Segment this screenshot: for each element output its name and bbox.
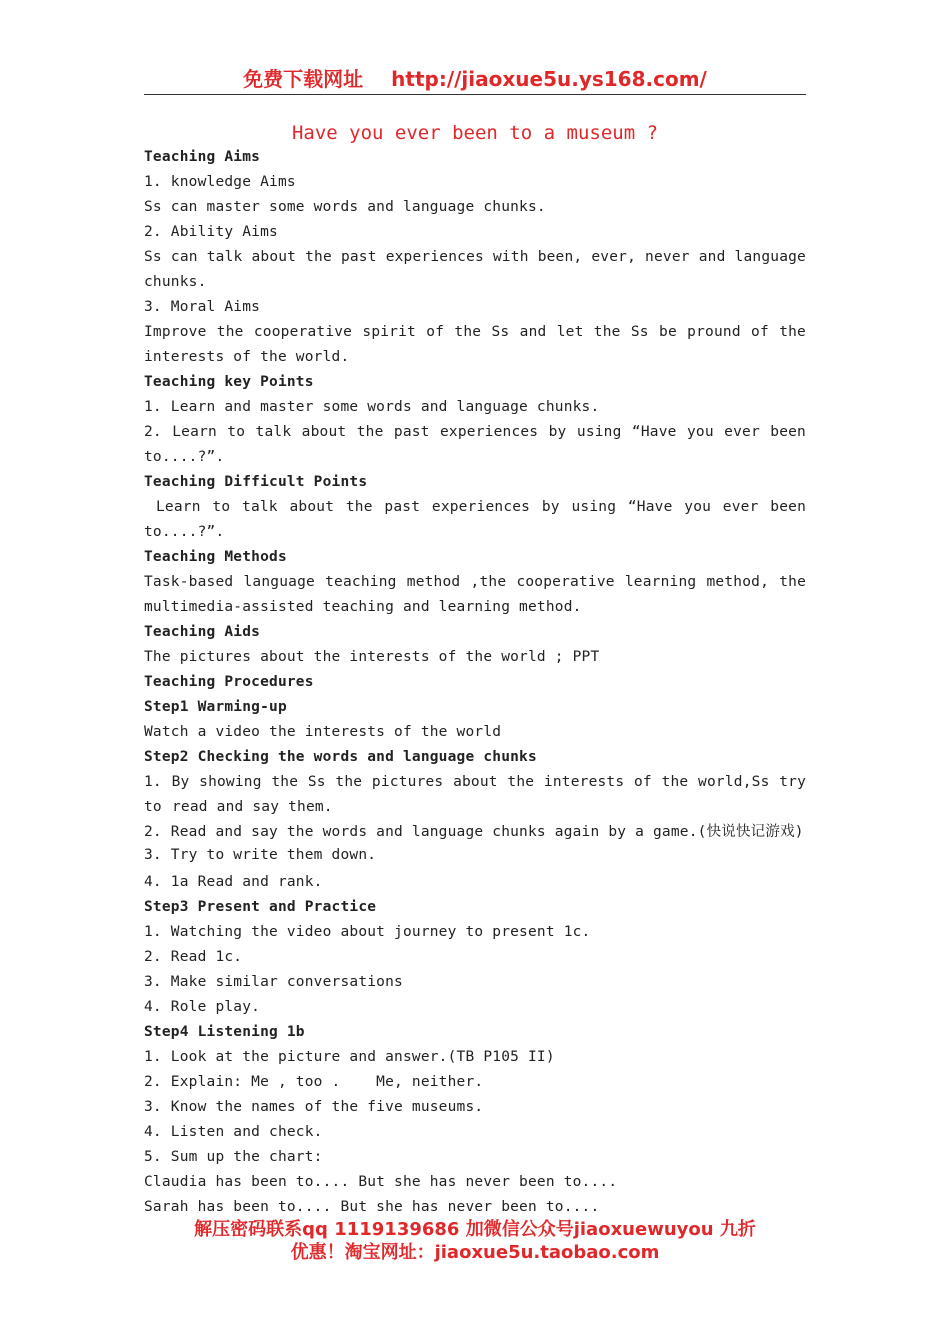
text-line: 3. Moral Aims xyxy=(144,299,261,315)
text-line: The pictures about the interests of the world ; PPT xyxy=(144,649,600,665)
text-line: 1. Watching the video about journey to present 1c. xyxy=(144,924,591,940)
section-heading-key-points: Teaching key Points xyxy=(144,374,314,390)
step-heading: Step4 Listening 1b xyxy=(144,1024,305,1040)
section-heading-aids: Teaching Aids xyxy=(144,624,261,640)
text-line: 3. Know the names of the five museums. xyxy=(144,1099,484,1115)
text-line: 1. Look at the picture and answer.(TB P105 II) xyxy=(144,1049,555,1065)
text-line: Sarah has been to.... But she has never been to.... xyxy=(144,1199,600,1215)
section-heading-aims: Teaching Aims xyxy=(144,149,261,165)
section-heading-methods: Teaching Methods xyxy=(144,549,287,565)
header-url-link[interactable]: http://jiaoxue5u.ys168.com/ xyxy=(391,67,707,91)
text-line: 2. Read 1c. xyxy=(144,949,243,965)
text-line: to....?”. xyxy=(144,449,225,465)
page-footer xyxy=(144,1218,806,1264)
text-line: 3. Try to write them down. xyxy=(144,847,377,863)
text-line: 2. Read and say the words and language chunks again by a game.(快说快记游戏) xyxy=(144,824,804,840)
text-line: Task-based language teaching method ,the cooperative learning method, the xyxy=(144,574,806,590)
text-line: to....?”. xyxy=(144,524,225,540)
text-line: Learn to talk about the past experiences by using “Have you ever been xyxy=(156,499,806,515)
document-body xyxy=(144,145,806,1220)
section-heading-difficult-points: Teaching Difficult Points xyxy=(144,474,368,490)
footer-line-2[interactable]: 优惠！淘宝网址：jiaoxue5u.taobao.com xyxy=(290,1242,660,1263)
header-label: 免费下载网址 xyxy=(243,67,364,91)
step-heading: Step1 Warming-up xyxy=(144,699,287,715)
text-line: multimedia-assisted teaching and learning method. xyxy=(144,599,582,615)
text-line: 4. Role play. xyxy=(144,999,261,1015)
section-heading-procedures: Teaching Procedures xyxy=(144,674,314,690)
text-line: Ss can master some words and language chunks. xyxy=(144,199,546,215)
text-line: 2. Explain: Me , too . Me, neither. xyxy=(144,1074,484,1090)
step-heading: Step2 Checking the words and language chunks xyxy=(144,749,537,765)
text-line: Improve the cooperative spirit of the Ss and let the Ss be pround of the xyxy=(144,324,806,340)
text-line: 1. By showing the Ss the pictures about the interests of the world,Ss try to xyxy=(144,774,806,815)
text-line: interests of the world. xyxy=(144,349,350,365)
step-heading: Step3 Present and Practice xyxy=(144,899,377,915)
text-line: 3. Make similar conversations xyxy=(144,974,403,990)
text-line: 4. 1a Read and rank. xyxy=(144,874,323,890)
text-line: Claudia has been to.... But she has never been to.... xyxy=(144,1174,618,1190)
document-title: Have you ever been to a museum ? xyxy=(291,122,659,144)
text-line: 2. Learn to talk about the past experiences by using “Have you ever been xyxy=(144,424,806,440)
text-line: 4. Listen and check. xyxy=(144,1124,323,1140)
header-rule xyxy=(144,94,806,95)
footer-line-1: 解压密码联系qq 1119139686 加微信公众号jiaoxuewuyou 九折 xyxy=(194,1219,756,1240)
text-line: 5. Sum up the chart: xyxy=(144,1149,323,1165)
text-line: read and say them. xyxy=(172,799,333,815)
page-header xyxy=(144,64,806,94)
text-line: chunks. xyxy=(144,274,207,290)
text-line: 1. Learn and master some words and language chunks. xyxy=(144,399,600,415)
text-line: 1. knowledge Aims xyxy=(144,174,296,190)
text-line: Watch a video the interests of the world xyxy=(144,724,502,740)
text-line: Ss can talk about the past experiences with been, ever, never and language xyxy=(144,249,806,265)
text-line: 2. Ability Aims xyxy=(144,224,278,240)
